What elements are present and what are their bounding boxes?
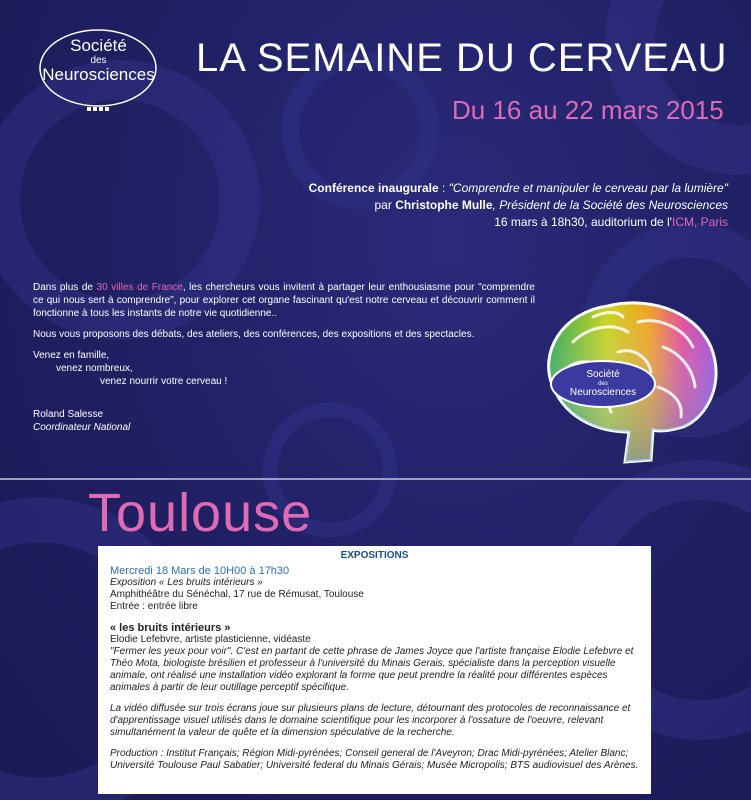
event-dates: Du 16 au 22 mars 2015 xyxy=(452,95,724,125)
invite-line-1: Venez en famille, xyxy=(33,350,110,361)
signature-title: Coordinateur National xyxy=(33,422,131,433)
conference-sep: : xyxy=(438,181,449,195)
event-description-2: La vidéo diffusée sur trois écrans joue sur plusieurs plans de lecture, détournant des protocoles de reconnaissance et d'apprentissage visuel utilisés dans le domaine scientifique pour les incorporer à l'ossature de l'oeuvre, relevant simultanément la valeur de quête et la dimension spéculative de la recherche. xyxy=(110,703,631,738)
event-place: Amphithéâtre du Sénéchal, 17 rue de Rémusat, Toulouse xyxy=(110,589,364,600)
logo-line-1: Société xyxy=(70,36,127,55)
brain-logo-l3: Neurosciences xyxy=(569,387,637,398)
event-subtitle: Exposition « Les bruits intérieurs » xyxy=(110,577,263,588)
conference-label: Conférence inaugurale xyxy=(308,181,439,195)
intro-text xyxy=(33,281,535,388)
event-category: EXPOSITIONS xyxy=(340,550,409,561)
inaugural-conference xyxy=(248,180,728,231)
city-title: Toulouse xyxy=(88,483,313,543)
logo-line-2: des xyxy=(90,55,107,66)
logo-dots xyxy=(87,98,111,103)
event-date: Mercredi 18 Mars de 10H00 à 17h30 xyxy=(110,565,290,577)
event-production: Production : Institut Français; Région Midi-pyrénées; Conseil general de l'Aveyron; Drac Midi-pyrénées; Atelier Blanc; Université Toulouse Paul Sabatier; Université federal du Minais Gérais; Musée Micropolis; BTS audiovisuel des Arènes. xyxy=(110,748,639,771)
intro-p1-b: , les chercheurs vous invitent à partager leur enthousiasme pour "comprendre ce qui nous sert à comprendre", pour explorer cet organe fascinant qu'est notre cerveau et découvrir comment il fonctionne à tous les instants de notre vie quotidienne.. xyxy=(33,282,535,319)
brain-logo-l1: Société xyxy=(586,369,620,380)
conference-by: par xyxy=(374,198,396,212)
conference-topic: "Comprendre et manipuler le cerveau par la lumière" xyxy=(448,181,728,195)
section-divider xyxy=(0,478,751,480)
cities-link[interactable]: 30 villes de France xyxy=(96,282,183,293)
brain-icon xyxy=(533,292,725,468)
conference-venue-link[interactable]: ICM, Paris xyxy=(671,215,728,229)
intro-p2: Nous vous proposons des débats, des ateliers, des conférences, des expositions et des spectacles. xyxy=(33,329,475,340)
intro-p1-a: Dans plus de xyxy=(33,282,97,293)
logo-line-3: Neurosciences xyxy=(42,65,155,84)
conference-speaker: Christophe Mulle xyxy=(395,198,493,212)
event-artist: Elodie Lefebvre, artiste plasticienne, vidéaste xyxy=(110,634,311,645)
page-title: LA SEMAINE DU CERVEAU xyxy=(196,36,728,80)
conference-when: 16 mars à 18h30, auditorium de l' xyxy=(494,215,672,229)
event-card xyxy=(98,546,651,794)
signature-name: Roland Salesse xyxy=(33,409,104,420)
event-description-1: "Fermer les yeux pour voir". C'est en partant de cette phrase de James Joyce que l'artiste française Elodie Lefebvre et Théo Mota, biologiste brésilien et professeur à l'université du Minais Gerais, spécialiste dans la perception visuelle animale, ont réalisé une installation vidéo explorant la forme que peut prendre la réalité pour différentes espèces animales à partir de leur outillage perceptif spécifique. xyxy=(110,646,634,693)
brain-logo xyxy=(533,292,725,468)
conference-role: , Président de la Société des Neurosciences xyxy=(492,198,728,212)
invite-line-3: venez nourrir votre cerveau ! xyxy=(100,376,228,387)
event-title: « les bruits intérieurs » xyxy=(110,622,231,634)
sdn-logo xyxy=(36,22,161,110)
brain-logo-l2: des xyxy=(598,381,608,387)
invite-line-2: venez nombreux, xyxy=(56,363,133,374)
signature xyxy=(33,408,130,434)
event-entry: Entrée : entrée libre xyxy=(110,601,198,612)
